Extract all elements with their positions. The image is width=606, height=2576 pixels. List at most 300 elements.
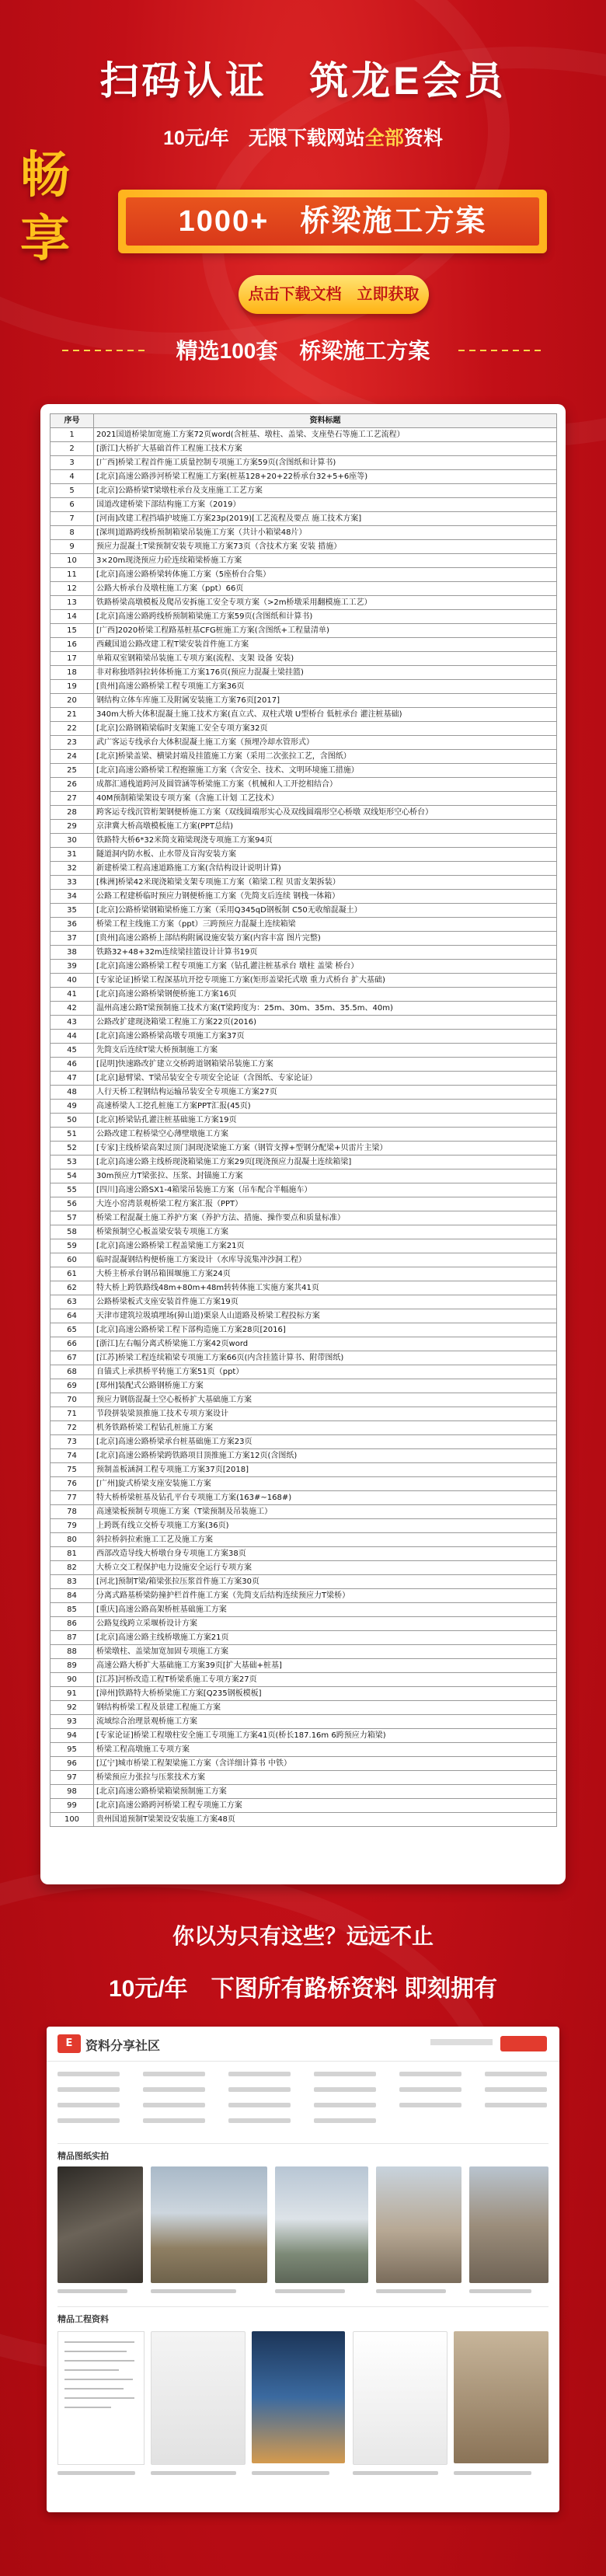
row-number: 61	[50, 1267, 94, 1281]
doc-thumb-1	[57, 2331, 145, 2465]
row-number: 9	[50, 540, 94, 554]
headline-price	[0, 123, 606, 151]
row-title: [北京]高速公路桥梁承台桩基础施工方案23页	[94, 1435, 557, 1449]
table-row	[50, 498, 557, 512]
row-title: 临时混凝钢结构便桥施工方案设计（水库导流集冲沙洞工程）	[94, 1253, 557, 1267]
row-number: 38	[50, 946, 94, 960]
chang-char-1: 畅	[20, 147, 70, 203]
chang-char-2: 享	[20, 211, 70, 267]
row-number: 83	[50, 1575, 94, 1589]
row-number: 52	[50, 1142, 94, 1156]
row-title: [郑州]装配式公路钢桥施工方案	[94, 1379, 557, 1393]
table-row	[50, 1785, 557, 1799]
row-number: 37	[50, 932, 94, 946]
row-title: [北京]高速公路桥梁箱梁预制施工方案	[94, 1785, 557, 1799]
row-number: 78	[50, 1505, 94, 1519]
table-row	[50, 680, 557, 694]
row-title: 大连小窑湾景观桥梁工程方案汇报（PPT）	[94, 1197, 557, 1211]
row-number: 18	[50, 666, 94, 680]
cat-line	[314, 2087, 376, 2092]
row-title: 30m预应力T梁张拉、压浆、封锚施工方案	[94, 1169, 557, 1183]
row-title: [北京]高速公路桥梁转体施工方案（5座桥台合集）	[94, 568, 557, 582]
row-number: 79	[50, 1519, 94, 1533]
row-number: 62	[50, 1281, 94, 1295]
row-title: [北京]高速公路桥梁跨铁路项目顶推施工方案12页(含图纸)	[94, 1449, 557, 1463]
site-divider	[57, 2306, 549, 2307]
row-title: [北京]高速公路桥梁工程抱箍施工方案（含安全、技术、文明环境施工措施）	[94, 764, 557, 778]
table-row	[50, 1477, 557, 1491]
row-number: 60	[50, 1253, 94, 1267]
table-row	[50, 1379, 557, 1393]
count-banner	[118, 190, 547, 253]
row-title: [广西]桥梁工程首件施工质量控制专项施工方案59页(含图纸和计算书)	[94, 456, 557, 470]
table-wrap	[50, 413, 556, 1827]
row-number: 42	[50, 1002, 94, 1016]
row-number: 19	[50, 680, 94, 694]
row-title: [北京]高速公路桥梁钢便桥施工方案16页	[94, 988, 557, 1002]
row-title: [贵州]高速公路桥上部结构附属设施安装方案(内容丰富 图片完整)	[94, 932, 557, 946]
row-title: [河北]预制T梁/箱梁张拉压浆首件施工方案30页	[94, 1575, 557, 1589]
row-number: 98	[50, 1785, 94, 1799]
doc-line	[64, 2341, 134, 2343]
row-number: 11	[50, 568, 94, 582]
table-row	[50, 1323, 557, 1337]
row-title: [专家]主线桥梁高架过顶门洞现浇梁施工方案（钢管支撑+型钢分配梁+贝雷片主梁）	[94, 1142, 557, 1156]
table-row	[50, 1589, 557, 1603]
doc-line	[64, 2379, 133, 2380]
cat-line	[399, 2103, 461, 2107]
chang-xiang-badge	[20, 143, 68, 270]
table-row	[50, 1030, 557, 1044]
table-row	[50, 1239, 557, 1253]
cat-line	[485, 2103, 547, 2107]
row-number: 93	[50, 1715, 94, 1729]
table-row	[50, 1561, 557, 1575]
table-row	[50, 1533, 557, 1547]
table-row	[50, 1575, 557, 1589]
row-number: 85	[50, 1603, 94, 1617]
doc-caption	[353, 2471, 438, 2475]
row-title: 桥梁工程混凝土施工养护方案（养护方法、措施、操作要点和质量标准）	[94, 1211, 557, 1225]
doc-line	[64, 2407, 111, 2408]
row-title: 上跨既有线立交桥专项施工方案(36页)	[94, 1519, 557, 1533]
row-title: [北京]高速公路桥梁高墩专项施工方案37页	[94, 1030, 557, 1044]
all-text: 全部	[364, 127, 404, 149]
row-number: 92	[50, 1701, 94, 1715]
row-number: 91	[50, 1687, 94, 1701]
row-number: 95	[50, 1743, 94, 1757]
row-title: [北京]公路桥梁T梁墩柱承台及支座施工工艺方案	[94, 484, 557, 498]
table-row	[50, 1295, 557, 1309]
cat-line	[57, 2087, 120, 2092]
table-row	[50, 1463, 557, 1477]
row-number: 72	[50, 1421, 94, 1435]
row-title: [辽宁]城市桥梁工程架梁施工方案（含详细计算书 中铁）	[94, 1757, 557, 1771]
row-title: 新建桥梁工程高速道路施工方案(含结构设计说明计算)	[94, 862, 557, 876]
table-row	[50, 1044, 557, 1058]
row-number: 5	[50, 484, 94, 498]
doc-thumb-4	[353, 2331, 448, 2465]
table-header-row	[50, 414, 557, 428]
row-number: 81	[50, 1547, 94, 1561]
table-row	[50, 1183, 557, 1197]
row-title: 公路改建工程桥梁空心薄壁墩施工方案	[94, 1128, 557, 1142]
row-number: 7	[50, 512, 94, 526]
price-text: 10元/年	[163, 127, 249, 149]
cat-line	[314, 2072, 376, 2076]
row-number: 32	[50, 862, 94, 876]
row-number: 89	[50, 1659, 94, 1673]
row-number: 2	[50, 442, 94, 456]
row-number: 80	[50, 1533, 94, 1547]
table-row	[50, 1058, 557, 1072]
photo-thumb-4	[376, 2166, 461, 2283]
photo-thumb-5	[469, 2166, 549, 2283]
row-number: 64	[50, 1309, 94, 1323]
row-title: [北京]高速公路主线桥现浇箱梁施工方案29页[现浇预应力混凝土连续箱梁]	[94, 1156, 557, 1169]
row-title: 成都汇通栈道跨河及圆管涵等桥梁施工方案（机械和人工开挖相结合）	[94, 778, 557, 792]
table-row	[50, 484, 557, 498]
row-title: [浙江]左右幅分离式桥梁施工方案42页word	[94, 1337, 557, 1351]
table-row	[50, 1016, 557, 1030]
table-row	[50, 1156, 557, 1169]
row-title: [北京]高速公路桥梁工程下部构造施工方案28页[2016]	[94, 1323, 557, 1337]
row-number: 43	[50, 1016, 94, 1030]
cat-line	[143, 2103, 205, 2107]
table-row	[50, 694, 557, 708]
table-row	[50, 820, 557, 834]
row-number: 23	[50, 736, 94, 750]
table-row	[50, 1701, 557, 1715]
table-row	[50, 1799, 557, 1813]
photo-caption	[57, 2289, 127, 2293]
row-title: 自锚式上承拱桥平转施工方案51页（ppt）	[94, 1365, 557, 1379]
row-number: 28	[50, 806, 94, 820]
row-title: [江苏]桥梁工程连续箱梁专项施工方案66页(内含挂篮计算书、附带图纸)	[94, 1351, 557, 1365]
table-row	[50, 974, 557, 988]
row-title: 铁路桥梁高墩模板及爬吊安拆施工安全专项方案（>2m桥墩采用翻模施工工艺）	[94, 596, 557, 610]
photo-caption	[469, 2289, 531, 2293]
table-row	[50, 610, 557, 624]
row-title: [专家论证]桥梁工程墩柱安全施工专项施工方案41页(桥长187.16m 6跨预应力箱梁)	[94, 1729, 557, 1743]
table-row	[50, 1687, 557, 1701]
cat-line	[314, 2103, 376, 2107]
row-title: 高速桥梁人工挖孔桩施工方案PPT汇报(45页)	[94, 1100, 557, 1114]
photo-caption	[376, 2289, 446, 2293]
site-name: 资料分享社区	[85, 2038, 161, 2053]
row-number: 3	[50, 456, 94, 470]
row-title: 西藏国道公路改建工程T梁安装首件施工方案	[94, 638, 557, 652]
table-row	[50, 708, 557, 722]
table-row	[50, 750, 557, 764]
row-number: 36	[50, 918, 94, 932]
row-number: 77	[50, 1491, 94, 1505]
table-row	[50, 1253, 557, 1267]
row-title: [北京]高速公路主线桥墩施工方案21页	[94, 1631, 557, 1645]
row-number: 33	[50, 876, 94, 890]
download-cta-button[interactable]: 点击下载文档 立即获取	[239, 275, 429, 314]
row-number: 31	[50, 848, 94, 862]
row-number: 87	[50, 1631, 94, 1645]
row-number: 51	[50, 1128, 94, 1142]
row-number: 16	[50, 638, 94, 652]
table-row	[50, 1491, 557, 1505]
row-title: [北京]悬臂梁、T梁吊装安全专项安全论证（含图纸、专家论证）	[94, 1072, 557, 1086]
row-number: 58	[50, 1225, 94, 1239]
site-divider	[57, 2143, 549, 2144]
row-title: [重庆]高速公路高架桥桩基础施工方案	[94, 1603, 557, 1617]
table-row	[50, 568, 557, 582]
row-title: [江苏]河桥改造工程T桥梁系施工专项方案27页	[94, 1673, 557, 1687]
row-title: [广西]2020桥梁工程路基桩基CFG桩施工方案(含图纸+工程量清单)	[94, 624, 557, 638]
row-title: 桥梁墩柱、盖梁加宽加固专项施工方案	[94, 1645, 557, 1659]
table-row	[50, 652, 557, 666]
table-row	[50, 960, 557, 974]
table-row	[50, 442, 557, 456]
row-title: 斜拉桥斜拉索施工工艺及施工方案	[94, 1533, 557, 1547]
col-header-no: 序号	[50, 414, 94, 428]
headline-main: 扫码认证 筑龙E会员	[99, 59, 507, 103]
row-number: 12	[50, 582, 94, 596]
row-number: 70	[50, 1393, 94, 1407]
doc-caption	[252, 2471, 329, 2475]
row-title: 钢结构桥梁工程及景建工程施工方案	[94, 1701, 557, 1715]
row-number: 10	[50, 554, 94, 568]
row-number: 88	[50, 1645, 94, 1659]
row-title: 40M预制箱梁架设专项方案（含施工计划 工艺技术）	[94, 792, 557, 806]
cat-line	[399, 2087, 461, 2092]
row-title: [北京]桥梁盖梁、横梁封端及挂篮施工方案（采用二次张拉工艺，含图纸）	[94, 750, 557, 764]
row-title: 单箱双室钢箱梁吊装施工专项方案(流程、支架 设备 安装)	[94, 652, 557, 666]
row-title: [北京]高速公路桥梁工程专项施工方案（钻孔灌注桩基承台 墩柱 盖梁 桥台）	[94, 960, 557, 974]
table-row	[50, 512, 557, 526]
row-title: 机务铁路桥梁工程钻孔桩施工方案	[94, 1421, 557, 1435]
row-number: 27	[50, 792, 94, 806]
row-title: 西部改造导线大桥墩台身专项施工方案38页	[94, 1547, 557, 1561]
row-number: 65	[50, 1323, 94, 1337]
table-row	[50, 1771, 557, 1785]
row-title: 国道改建桥梁下部结构施工方案（2019）	[94, 498, 557, 512]
row-title: [漳州]铁路特大桥桥梁施工方案[Q235钢板模板]	[94, 1687, 557, 1701]
row-number: 21	[50, 708, 94, 722]
row-number: 73	[50, 1435, 94, 1449]
promo-header	[0, 0, 606, 363]
row-title: 天津市建筑垃圾填埋场(獐山道)栗泉人山道路及桥梁工程投标方案	[94, 1309, 557, 1323]
row-title: 武广客运专线承台大体积混凝土施工方案（预埋冷却水管形式）	[94, 736, 557, 750]
row-number: 34	[50, 890, 94, 904]
table-row	[50, 666, 557, 680]
resource-text: 资料	[403, 127, 443, 149]
row-title: [贵州]高速公路桥梁工程专项施工方案36页	[94, 680, 557, 694]
doc-line	[64, 2360, 134, 2362]
section-title: 精选100套 桥梁施工方案	[176, 339, 430, 363]
row-title: [北京]桥梁钻孔灌注桩基础施工方案19页	[94, 1114, 557, 1128]
row-title: [四川]高速公路SX1-4箱梁吊装施工方案（吊车配合半幅施车）	[94, 1183, 557, 1197]
doc-thumb-5	[454, 2331, 549, 2463]
cat-line	[228, 2103, 291, 2107]
row-number: 71	[50, 1407, 94, 1421]
row-title: 特大桥上跨铁路线48m+80m+48m转转体施工实施方案共41页	[94, 1281, 557, 1295]
site-top-bar	[47, 2027, 559, 2062]
table-row	[50, 596, 557, 610]
table-row	[50, 1421, 557, 1435]
cat-line	[143, 2118, 205, 2123]
row-title: 铁路特大桥6*32米简支箱梁现浇专项施工方案94页	[94, 834, 557, 848]
row-title: 温州高速公路T梁预制施工技术方案(T梁跨度为：25m、30m、35m、35.5m、40m)	[94, 1002, 557, 1016]
table-row	[50, 1197, 557, 1211]
table-row	[50, 1337, 557, 1351]
row-title: [广州]旋式桥梁支座安装施工方案	[94, 1477, 557, 1491]
table-row	[50, 1407, 557, 1421]
row-title: [河南]改建工程挡墙护坡施工方案23p(2019)[工艺流程及要点 施工技术方案]	[94, 512, 557, 526]
cat-line	[314, 2118, 376, 2123]
row-title: 预应力混凝土T梁预制安装专项施工方案73页（含技术方案 安装 措施）	[94, 540, 557, 554]
row-number: 74	[50, 1449, 94, 1463]
table-row	[50, 1603, 557, 1617]
row-title: 桥梁预应力张拉与压浆技术方案	[94, 1771, 557, 1785]
row-number: 63	[50, 1295, 94, 1309]
table-row	[50, 778, 557, 792]
row-title: 流域综合治理景观桥施工方案	[94, 1715, 557, 1729]
row-title: 桥梁工程主线施工方案（ppt）三跨预应力混凝土连续箱梁	[94, 918, 557, 932]
row-number: 53	[50, 1156, 94, 1169]
row-title: [北京]高速公路涉河桥梁工程施工方案(桩基128+20+22桥承台32+5+6座等)	[94, 470, 557, 484]
photo-thumb-1	[57, 2166, 143, 2283]
row-number: 48	[50, 1086, 94, 1100]
row-number: 47	[50, 1072, 94, 1086]
table-row	[50, 624, 557, 638]
table-row	[50, 792, 557, 806]
doc-thumb-3	[252, 2331, 345, 2463]
row-title: 高速公路大桥扩大基础施工方案39页[扩大基础+桩基]	[94, 1659, 557, 1673]
cat-line	[228, 2118, 291, 2123]
row-number: 15	[50, 624, 94, 638]
table-row	[50, 1225, 557, 1239]
row-number: 20	[50, 694, 94, 708]
row-number: 22	[50, 722, 94, 736]
row-number: 90	[50, 1673, 94, 1687]
row-title: 3×20m现浇预应力砼连续箱梁桥施工方案	[94, 554, 557, 568]
table-row	[50, 428, 557, 442]
doc-caption	[57, 2471, 135, 2475]
row-number: 29	[50, 820, 94, 834]
row-number: 56	[50, 1197, 94, 1211]
table-row	[50, 1435, 557, 1449]
col-header-title: 资料标题	[94, 414, 557, 428]
row-number: 50	[50, 1114, 94, 1128]
row-title: 桥梁预制空心板盖梁安装专项施工方案	[94, 1225, 557, 1239]
row-number: 68	[50, 1365, 94, 1379]
row-number: 66	[50, 1337, 94, 1351]
row-number: 8	[50, 526, 94, 540]
site-logo: E	[57, 2034, 81, 2053]
table-row	[50, 554, 557, 568]
row-number: 39	[50, 960, 94, 974]
cat-line	[57, 2103, 120, 2107]
title-dash-right	[458, 350, 544, 351]
table-row	[50, 1547, 557, 1561]
table-row	[50, 946, 557, 960]
row-title: [北京]公路桥梁钢箱梁桥施工方案（采用Q345qD钢板制 C50无收缩混凝土）	[94, 904, 557, 918]
row-title: 公路工程建桥临时预应力钢便桥施工方案（先简支后连续 钢栈一体箱）	[94, 890, 557, 904]
row-number: 35	[50, 904, 94, 918]
table-row	[50, 1715, 557, 1729]
row-number: 57	[50, 1211, 94, 1225]
table-row	[50, 904, 557, 918]
table-row	[50, 1365, 557, 1379]
row-number: 49	[50, 1100, 94, 1114]
cat-line	[57, 2072, 120, 2076]
site-preview-screenshot	[47, 2027, 559, 2512]
table-row	[50, 1519, 557, 1533]
row-number: 25	[50, 764, 94, 778]
doc-line	[64, 2351, 127, 2352]
table-row	[50, 876, 557, 890]
row-number: 96	[50, 1757, 94, 1771]
table-row	[50, 988, 557, 1002]
table-row	[50, 1211, 557, 1225]
row-title: [专家论证]桥梁工程深基坑开挖专项施工方案(矩形盖梁托式墩 重力式桥台 扩大基础)	[94, 974, 557, 988]
table-row	[50, 582, 557, 596]
row-title: 大桥立交工程保护电力设施安全运行专项方案	[94, 1561, 557, 1575]
cat-line	[399, 2072, 461, 2076]
table-row	[50, 848, 557, 862]
row-number: 84	[50, 1589, 94, 1603]
row-title: 先简支后连续T梁大桥预制施工方案	[94, 1044, 557, 1058]
cat-line	[485, 2087, 547, 2092]
photo-thumb-2	[151, 2166, 267, 2283]
photo-caption	[275, 2289, 345, 2293]
row-number: 75	[50, 1463, 94, 1477]
site-phone-placeholder	[430, 2039, 493, 2045]
row-number: 1	[50, 428, 94, 442]
row-title: [北京]高速公路跨线桥预制箱梁施工方案59页(含图纸和计算书)	[94, 610, 557, 624]
table-row	[50, 806, 557, 820]
row-title: [浙江]大桥扩大基础首件工程施工技术方案	[94, 442, 557, 456]
row-title: 分离式路基桥梁防撞护栏首件施工方案（先简支后结构连续预应力T梁桥）	[94, 1589, 557, 1603]
site-category-grid	[57, 2067, 549, 2139]
photo-thumb-3	[275, 2166, 368, 2283]
table-row	[50, 722, 557, 736]
site-section-photos: 精品图纸实拍	[57, 2151, 109, 2161]
row-title: 钢结构立体车库施工及附属安装施工方案76页[2017]	[94, 694, 557, 708]
row-title: 公路大桥承台及墩柱施工方案（ppt）66页	[94, 582, 557, 596]
row-number: 46	[50, 1058, 94, 1072]
row-number: 100	[50, 1813, 94, 1827]
row-title: 公路复线跨立采堰桥设计方案	[94, 1617, 557, 1631]
row-number: 99	[50, 1799, 94, 1813]
row-title: 预制盖板涵洞工程专项施工方案37页[2018]	[94, 1463, 557, 1477]
row-title: 铁路32+48+32m连续梁挂篮设计计算书19页	[94, 946, 557, 960]
table-row	[50, 1128, 557, 1142]
row-number: 24	[50, 750, 94, 764]
table-row	[50, 1743, 557, 1757]
table-row	[50, 1659, 557, 1673]
row-title: 特大桥桥梁桩基及钻孔平台专项施工方案(163#~168#)	[94, 1491, 557, 1505]
row-number: 67	[50, 1351, 94, 1365]
table-row	[50, 1393, 557, 1407]
row-title: 大桥主桥承台钢吊箱围堰施工方案24页	[94, 1267, 557, 1281]
table-row	[50, 526, 557, 540]
table-row	[50, 1631, 557, 1645]
row-title: [北京]高速公路桥梁工程盖梁施工方案21页	[94, 1239, 557, 1253]
row-number: 40	[50, 974, 94, 988]
row-title: [昆明]快速路改扩建立交桥跨道钢箱梁吊装施工方案	[94, 1058, 557, 1072]
table-row	[50, 1002, 557, 1016]
row-title: 2021国道桥梁加宽施工方案72页word(含桩基、墩柱、盖梁、支座垫石等施工工艺流程）	[94, 428, 557, 442]
table-row	[50, 1449, 557, 1463]
cat-line	[143, 2087, 205, 2092]
